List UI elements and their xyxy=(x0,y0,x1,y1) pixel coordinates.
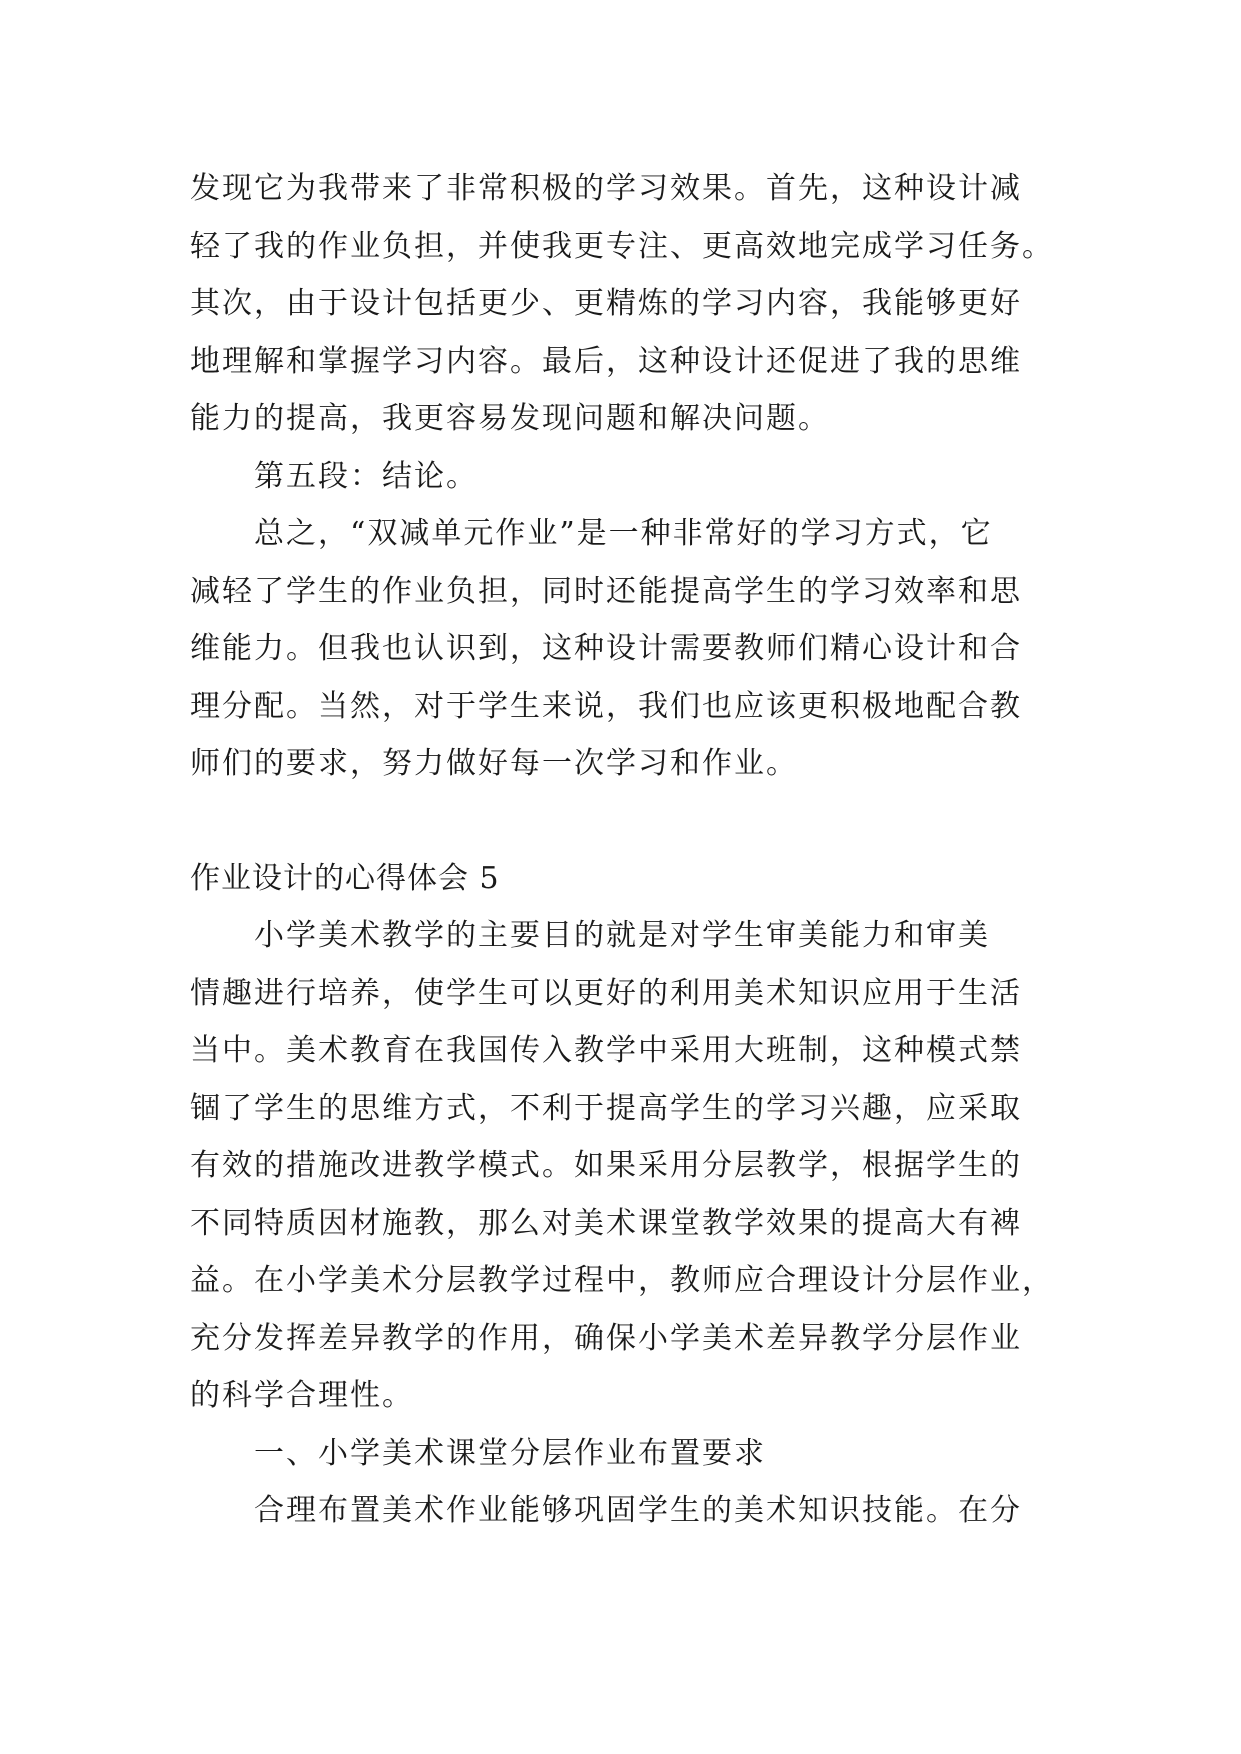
text-line: 能力的提高，我更容易发现问题和解决问题。 xyxy=(190,401,830,436)
paragraph xyxy=(190,1482,1050,1540)
text-line: 理分配。当然，对于学生来说，我们也应该更积极地配合教 xyxy=(190,688,1022,724)
document-page xyxy=(190,160,1054,1540)
text-line: 减轻了学生的作业负担，同时还能提高学生的学习效率和思 xyxy=(190,573,1022,609)
spacer xyxy=(190,793,1050,850)
text-line: 锢了学生的思维方式，不利于提高学生的学习兴趣，应采取 xyxy=(190,1090,1022,1126)
text-line: 地理解和掌握学习内容。最后，这种设计还促进了我的思维 xyxy=(190,343,1022,379)
text-line: 发现它为我带来了非常积极的学习效果。首先，这种设计减 xyxy=(190,171,1022,206)
article-title: 作业设计的心得体会 5 xyxy=(190,860,500,896)
text-line: 合理布置美术作业能够巩固学生的美术知识技能。在分 xyxy=(254,1493,1022,1528)
section-heading: 第五段：结论。 xyxy=(254,458,478,494)
text-line: 小学美术教学的主要目的就是对学生审美能力和审美 xyxy=(254,918,990,953)
section-heading: 一、小学美术课堂分层作业布置要求 xyxy=(254,1435,766,1471)
paragraph xyxy=(190,907,1054,1425)
text-line: 当中。美术教育在我国传入教学中采用大班制，这种模式禁 xyxy=(190,1033,1022,1068)
text-line: 有效的措施改进教学模式。如果采用分层教学，根据学生的 xyxy=(190,1148,1022,1183)
text-line: 益。在小学美术分层教学过程中，教师应合理设计分层作业， xyxy=(190,1263,1054,1298)
paragraph xyxy=(190,160,1054,448)
text-line: 的科学合理性。 xyxy=(190,1378,414,1413)
paragraph xyxy=(190,505,1050,793)
text-line: 维能力。但我也认识到，这种设计需要教师们精心设计和合 xyxy=(190,631,1022,666)
text-line: 其次，由于设计包括更少、更精炼的学习内容，我能够更好 xyxy=(190,286,1022,321)
text-line: 充分发挥差异教学的作用，确保小学美术差异教学分层作业 xyxy=(190,1320,1022,1356)
text-line: 总之，“双减单元作业”是一种非常好的学习方式，它 xyxy=(254,516,993,551)
text-line: 不同特质因材施教，那么对美术课堂教学效果的提高大有裨 xyxy=(190,1205,1022,1241)
text-line: 情趣进行培养，使学生可以更好的利用美术知识应用于生活 xyxy=(190,975,1022,1011)
text-line: 轻了我的作业负担，并使我更专注、更高效地完成学习任务。 xyxy=(190,228,1054,264)
text-line: 师们的要求，努力做好每一次学习和作业。 xyxy=(190,746,798,781)
